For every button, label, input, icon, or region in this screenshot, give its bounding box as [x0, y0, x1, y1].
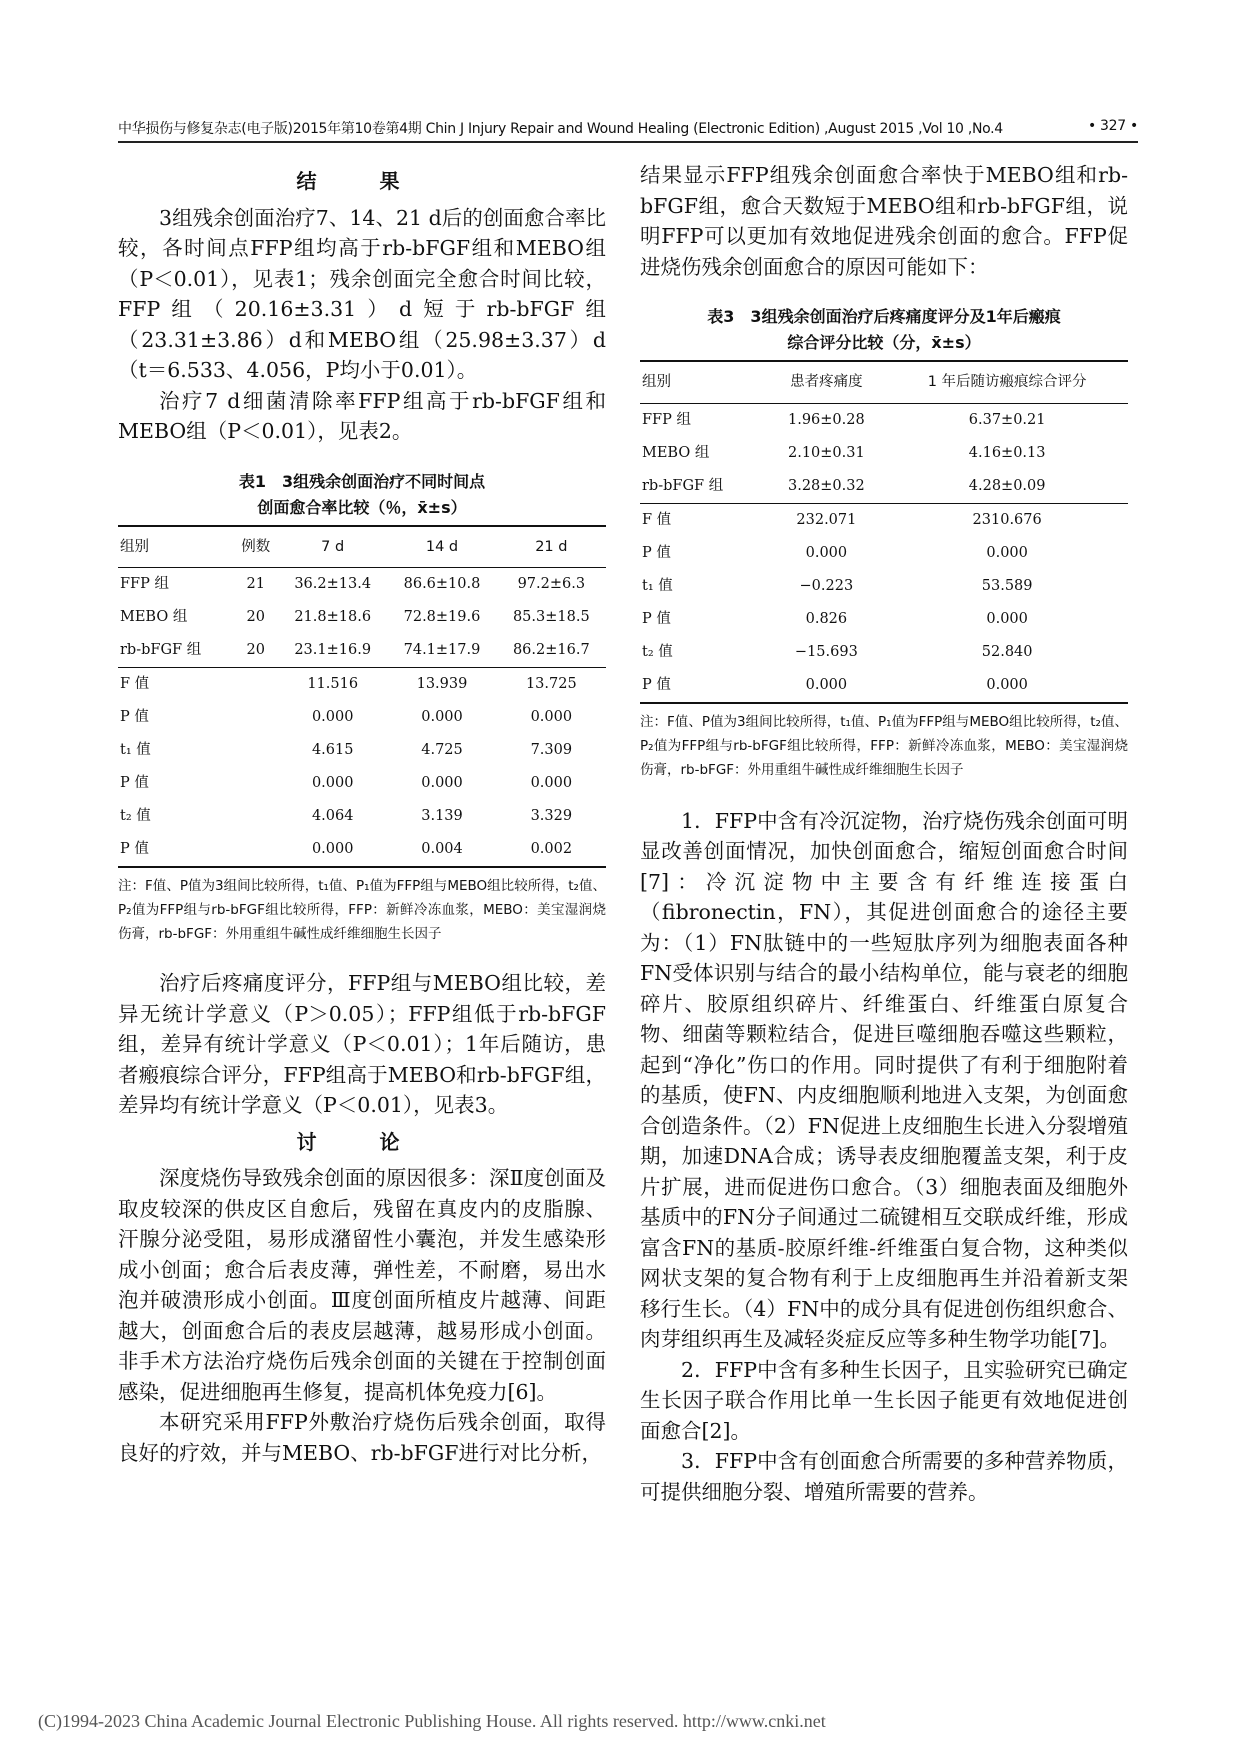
- table-cell: rb-bFGF 组: [642, 477, 724, 494]
- table-cell: 2310.676: [972, 511, 1042, 528]
- table-cell: 4.16±0.13: [968, 444, 1046, 461]
- table-cell: 2.10±0.31: [788, 444, 865, 461]
- table-cell: [233, 833, 278, 867]
- table-row: [118, 833, 606, 867]
- table-header-cell: 例数: [241, 538, 271, 555]
- table-cell: 6.37±0.21: [968, 411, 1046, 428]
- discussion-paragraph-2: 本研究采用FFP外敷治疗烧伤后残余创面，取得良好的疗效，并与MEBO、rb-bFGF进行对比分析，: [118, 1410, 606, 1465]
- table3-note: 注：F值、P值为3组间比较所得，t₁值、P₁值为FFP组与MEBO组比较所得，t₂值、P₂值为FFP组与rb-bFGF组比较所得，FFP：新鲜冷冻血浆，MEBO：美宝湿润烧伤膏，rb-bFGF：外用重组牛碱性成纤维细胞生长因子: [640, 713, 1128, 778]
- table-row: [640, 503, 1128, 537]
- table-cell: 20: [246, 609, 265, 626]
- table-cell: 232.071: [796, 511, 857, 528]
- table-cell: 0.000: [805, 544, 848, 561]
- table-cell: t₂ 值: [120, 808, 151, 825]
- discussion-point-2: 2．FFP中含有多种生长因子，且实验研究已确定生长因子联合作用比单一生长因子能更有效地促进创面愈合[2]。: [640, 1357, 1128, 1443]
- table-cell: 0.000: [311, 709, 354, 726]
- table-cell: [233, 701, 278, 734]
- table-cell: 13.725: [525, 676, 577, 693]
- table1-note: 注：F值、P值为3组间比较所得，t₁值、P₁值为FFP组与MEBO组比较所得，t₂值、P₂值为FFP组与rb-bFGF组比较所得，FFP：新鲜冷冻血浆，MEBO：美宝湿润烧伤膏，rb-bFGF：外用重组牛碱性成纤维细胞生长因子: [118, 878, 606, 942]
- table-cell: 0.004: [421, 841, 463, 858]
- right-column: [640, 160, 1128, 1507]
- table-cell: 3.28±0.32: [788, 477, 865, 494]
- table1-caption-line2: 创面愈合率比较（％，x̄±s）: [257, 497, 467, 517]
- table-row: [118, 800, 606, 833]
- table-cell: 72.8±19.6: [403, 609, 481, 626]
- table-cell: 0.000: [311, 775, 354, 792]
- copyright-footer: (C)1994-2023 China Academic Journal Electronic Publishing House. All rights reserved. http://www.cnki.net: [38, 1711, 826, 1731]
- table-cell: F 值: [642, 511, 672, 528]
- table-row: [640, 669, 1128, 703]
- results-heading: 结 果: [296, 169, 428, 193]
- table-cell: MEBO 组: [642, 444, 710, 461]
- table-cell: MEBO 组: [120, 609, 188, 626]
- table-cell: FFP 组: [642, 411, 691, 428]
- table-cell: 1.96±0.28: [788, 411, 865, 428]
- table-cell: 20: [246, 642, 265, 659]
- table-row: [640, 437, 1128, 470]
- table-row: [118, 668, 606, 702]
- discussion-paragraph-1: 深度烧伤导致残余创面的原因很多：深Ⅱ度创面及取皮较深的供皮区自愈后，残留在真皮内的皮脂腺、汗腺分泌受阻，易形成潴留性小囊泡，并发生感染形成小创面；愈合后表皮薄，弹性差，不耐磨，易出水泡并破溃形成小创面。Ⅲ度创面所植皮片越薄、间距越大，创面愈合后的表皮层越薄，越易形成小创面。非手术方法治疗烧伤后残余创面的关键在于控制创面感染，促进细胞再生修复，提高机体免疫力[6]。: [118, 1166, 606, 1404]
- results-paragraph-2: 治疗7 d细菌清除率FFP组高于rb-bFGF组和MEBO组（P＜0.01），见表2。: [118, 388, 606, 443]
- table-cell: 0.000: [986, 544, 1028, 561]
- table-row: [640, 537, 1128, 570]
- table-row: [640, 636, 1128, 669]
- table-cell: 0.000: [986, 676, 1028, 693]
- header-rule: [118, 141, 1138, 143]
- table-row: [640, 403, 1128, 437]
- table-header-cell: 21 d: [535, 538, 568, 555]
- table-cell: P 值: [120, 841, 149, 858]
- discussion-heading: 讨 论: [296, 1129, 428, 1154]
- table-cell: −15.693: [794, 643, 858, 660]
- table-cell: [233, 800, 278, 833]
- table-cell: 3.329: [530, 808, 573, 825]
- table-cell: 53.589: [981, 577, 1033, 594]
- table-cell: 0.826: [805, 610, 848, 627]
- table-cell: 52.840: [981, 643, 1033, 660]
- table-header-cell: 1 年后随访瘢痕综合评分: [927, 374, 1087, 390]
- table-cell: 97.2±6.3: [517, 576, 586, 593]
- table-cell: 13.939: [416, 676, 468, 693]
- table-header-cell: 组别: [642, 374, 671, 390]
- table-row: [118, 701, 606, 734]
- table3-caption: [640, 304, 1128, 356]
- table-cell: 0.000: [421, 775, 463, 792]
- table-cell: FFP 组: [120, 576, 169, 593]
- table-header-cell: 7 d: [321, 538, 345, 555]
- table3-caption-line2: 综合评分比较（分，x̄±s）: [787, 333, 981, 352]
- table-cell: 86.2±16.7: [512, 642, 590, 659]
- table-cell: 86.6±10.8: [403, 576, 481, 593]
- table-header-cell: 14 d: [425, 538, 459, 555]
- table-cell: F 值: [120, 676, 150, 693]
- table-cell: t₁ 值: [120, 742, 151, 759]
- table-cell: [233, 767, 278, 800]
- table-cell: 0.002: [530, 841, 573, 858]
- table-cell: 0.000: [530, 709, 573, 726]
- table-row: [118, 634, 606, 668]
- table-cell: −0.223: [799, 577, 854, 594]
- table-cell: 74.1±17.9: [403, 642, 481, 659]
- table-row: [118, 767, 606, 800]
- table-row: [118, 568, 606, 602]
- table-row: [118, 601, 606, 634]
- table-cell: rb-bFGF 组: [120, 642, 202, 659]
- table-cell: [233, 668, 278, 702]
- results-paragraph-1: 3组残余创面治疗7、14、21 d后的创面愈合率比较，各时间点FFP组均高于rb-bFGF组和MEBO组（P＜0.01），见表1；残余创面完全愈合时间比较，FFP组（20.16±3.31）d短于rb-bFGF组（23.31±3.86）d和MEBO组（25.98±3.37）d（t＝6.533、4.056，P均小于0.01）。: [118, 205, 606, 382]
- table-cell: P 值: [120, 709, 149, 726]
- discussion-point-3: 3．FFP中含有创面愈合所需要的多种营养物质，可提供细胞分裂、增殖所需要的营养。: [640, 1449, 1128, 1504]
- table1: [118, 525, 606, 869]
- table-cell: [233, 734, 278, 767]
- table-cell: 85.3±18.5: [512, 609, 590, 626]
- table-cell: 0.000: [805, 676, 848, 693]
- table3-caption-line1: 表3 3组残余创面治疗后疼痛度评分及1年后瘢痕: [707, 307, 1061, 326]
- table-header-cell: 组别: [120, 538, 149, 555]
- journal-info: 中华损伤与修复杂志(电子版)2015年第10卷第4期 Chin J Injury Repair and Wound Healing (Electronic Edition) ,August 2015 ,Vol 10 ,No.4: [118, 121, 1003, 137]
- table-cell: 11.516: [307, 676, 359, 693]
- table1-caption: [118, 469, 606, 521]
- table-cell: P 值: [120, 775, 149, 792]
- table-cell: 4.725: [421, 742, 463, 759]
- page-number: • 327 •: [1087, 118, 1138, 134]
- table-cell: 0.000: [421, 709, 463, 726]
- table-row: [640, 570, 1128, 603]
- table-cell: P 值: [642, 544, 671, 561]
- discussion-paragraph-3: 结果显示FFP组残余创面愈合率快于MEBO组和rb-bFGF组，愈合天数短于MEBO组和rb-bFGF组，说明FFP可以更加有效地促进残余创面的愈合。FFP促进烧伤残余创面愈合的原因可能如下：: [640, 163, 1128, 279]
- table-cell: 0.000: [986, 610, 1028, 627]
- running-header: [118, 118, 1138, 142]
- table-cell: 36.2±13.4: [294, 576, 372, 593]
- table-cell: t₁ 值: [642, 577, 673, 594]
- left-column: [118, 160, 606, 1468]
- table-cell: 0.000: [311, 841, 354, 858]
- table-cell: 7.309: [530, 742, 573, 759]
- table-cell: t₂ 值: [642, 643, 673, 660]
- results-paragraph-3: 治疗后疼痛度评分，FFP组与MEBO组比较，差异无统计学意义（P＞0.05）；FFP组低于rb-bFGF组，差异有统计学意义（P＜0.01）；1年后随访，患者瘢痕综合评分，FFP组高于MEBO和rb-bFGF组，差异均有统计学意义（P＜0.01），见表3。: [118, 971, 606, 1117]
- table-cell: 23.1±16.9: [294, 642, 372, 659]
- table-row: [640, 603, 1128, 636]
- table-cell: 21.8±18.6: [294, 609, 372, 626]
- table-cell: 21: [246, 576, 265, 593]
- table-cell: 3.139: [421, 808, 463, 825]
- table-cell: 4.615: [311, 742, 354, 759]
- table-row: [118, 734, 606, 767]
- table1-caption-line1: 表1 3组残余创面治疗不同时间点: [238, 471, 486, 491]
- table-cell: P 值: [642, 676, 671, 693]
- table-cell: 4.064: [311, 808, 354, 825]
- table3: [640, 360, 1128, 704]
- table-cell: P 值: [642, 610, 671, 627]
- table-header-cell: 患者疼痛度: [790, 374, 863, 390]
- table-cell: 4.28±0.09: [968, 477, 1046, 494]
- table-cell: 0.000: [530, 775, 573, 792]
- table-row: [640, 470, 1128, 504]
- discussion-point-1: 1．FFP中含有冷沉淀物，治疗烧伤残余创面可明显改善创面情况，加快创面愈合，缩短创面愈合时间[7]：冷沉淀物中主要含有纤维连接蛋白（fibronectin，FN），其促进创面愈合的途径主要为：（1）FN肽链中的一些短肽序列为细胞表面各种FN受体识别与结合的最小结构单位，能与衰老的细胞碎片、胶原组织碎片、纤维蛋白、纤维蛋白原复合物、细菌等颗粒结合，促进巨噬细胞吞噬这些颗粒，起到“净化”伤口的作用。同时提供了有利于细胞附着的基质，使FN、内皮细胞顺利地进入支架，为创面愈合创造条件。（2）FN促进上皮细胞生长进入分裂增殖期，加速DNA合成；诱导表皮细胞覆盖支架，利于皮片扩展，进而促进伤口愈合。（3）细胞表面及细胞外基质中的FN分子间通过二硫键相互交联成纤维，形成富含FN的基质-胶原纤维-纤维蛋白复合物，这种类似网状支架的复合物有利于上皮细胞再生并沿着新支架移行生长。（4）FN中的成分具有促进创伤组织愈合、肉芽组织再生及减轻炎症反应等多种生物学功能[7]。: [640, 808, 1128, 1351]
